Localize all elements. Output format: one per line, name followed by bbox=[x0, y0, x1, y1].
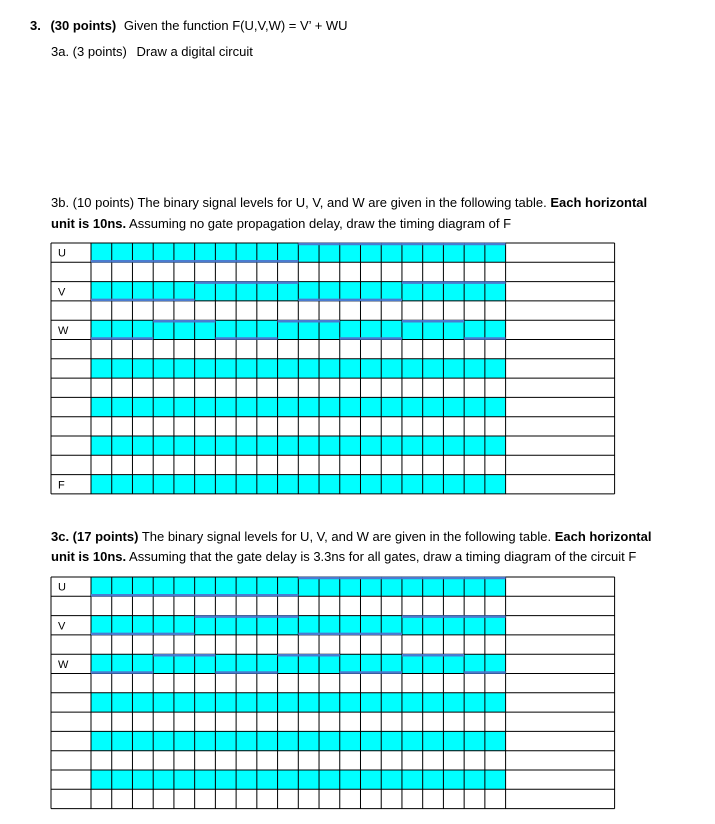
part-b-rest: Assuming no gate propagation delay, draw the timing diagram of F bbox=[129, 216, 512, 231]
part-b-bold-1: Each horizontal bbox=[550, 195, 648, 210]
question-points: (30 points) bbox=[50, 18, 117, 33]
part-c-bold-1: Each horizontal bbox=[554, 529, 652, 544]
table-b-row-label-U: U bbox=[58, 247, 66, 260]
question-number: 3. bbox=[30, 18, 41, 33]
part-b-bold-2: unit is 10ns. bbox=[51, 216, 127, 231]
part-c-rest-2: Assuming that the gate delay is 3.3ns for all gates, draw a timing diagram of the circuit F bbox=[129, 549, 637, 564]
part-c-label: 3c. (17 points) bbox=[51, 529, 139, 544]
question-statement: Given the function F(U,V,W) = V’ + WU bbox=[123, 18, 348, 33]
table-c-row-label-V: V bbox=[58, 620, 66, 633]
table-b-row-label-F: F bbox=[58, 479, 65, 492]
part-c-rest: The binary signal levels for U, V, and W are given in the following table. bbox=[141, 529, 552, 544]
part-b-prefix: 3b. (10 points) The binary signal levels for U, V, and W are given in the following table. bbox=[51, 195, 547, 210]
table-b-row-label-V: V bbox=[58, 286, 66, 299]
table-b-row-label-W: W bbox=[58, 324, 69, 337]
part-a-label: 3a. (3 points) bbox=[51, 44, 127, 59]
part-c-bold-2: unit is 10ns. bbox=[51, 549, 127, 564]
table-c-row-label-U: U bbox=[58, 581, 66, 594]
part-a-text: Draw a digital circuit bbox=[136, 44, 253, 59]
table-c-row-label-W: W bbox=[58, 658, 69, 671]
